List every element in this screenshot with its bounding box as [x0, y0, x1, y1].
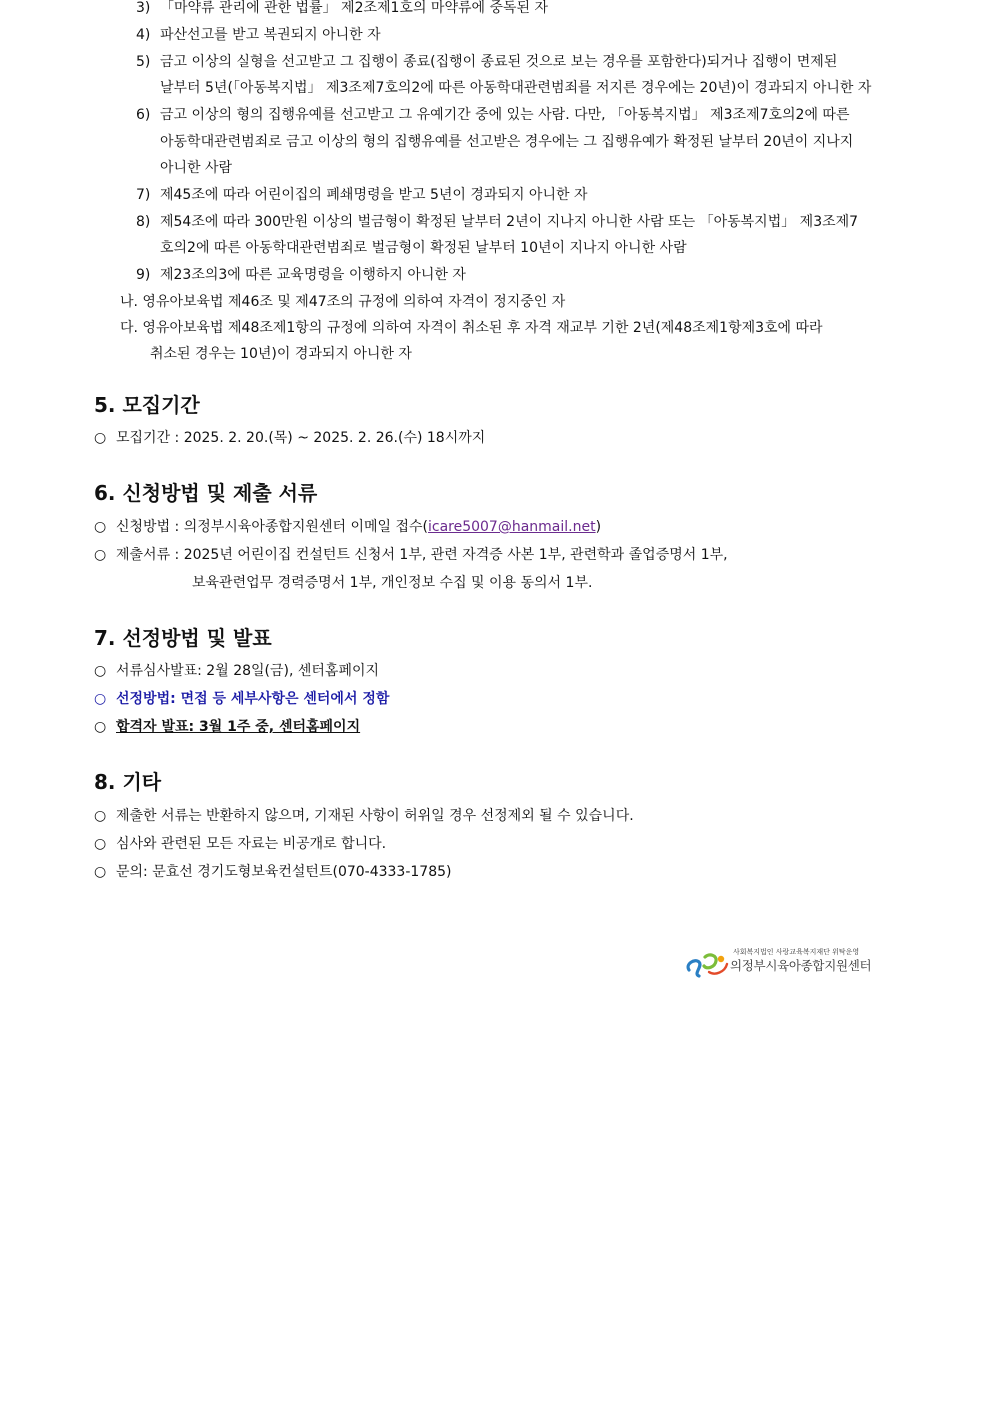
bullet-item: ○ 문의: 문효선 경기도형보육컨설턴트(070-4333-1785)	[94, 864, 452, 880]
bullet-item: ○ 서류심사발표: 2월 28일(금), 센터홈페이지	[94, 663, 380, 679]
section-heading: 5. 모집기간	[94, 393, 200, 417]
bullet-item: ○ 모집기간 : 2025. 2. 20.(목) ~ 2025. 2. 26.(수) 18시까지	[94, 430, 486, 446]
document-page: 3) 「마약류 관리에 관한 법률」 제2조제1호의 마약류에 중독된 자 4) 파산선고를 받고 복권되지 아니한 자 5) 금고 이상의 실형을 선고받고 그 집행이 종료(집행이 종료된 것으로 보는 경우를 포함한다)되거나 집행이 면제된 날부터 5년(「아동복지법」 제3조제7호의2에 따른 아동학대관련범죄를 저지른 경우에는 20년)이 경과되지 아니한 자 6) 금고 이상의 형의 집행유예를 선고받고 그 유예기간 중에 있는 사람. 다만, 「아동복지법」 제3조제7호의2에 따른 아동학대관련범죄로 금고 이상의 형의 집행유예를 선고받은 경우에는 그 집행유예가 확정된 날부터 20년이 지나지 아니한 사람 7) 제45조에 따라 어린이집의 폐쇄명령을 받고 5년이 경과되지 아니한 자 8) 제54조에 따라 300만원 이상의 벌금형이 확정된 날부터 2년이 지나지 아니한 사람 또는 「아동복지법」 제3조제7 호의2에 따른 아동학대관련범죄로 벌금형이 확정된 날부터 10년이 지나지 아니한 사람 9) 제23조의3에 따른 교육명령을 이행하지 아니한 자 나. 영유아보육법 제46조 및 제47조의 규정에 의하여 자격이 정지중인 자 다. 영유아보육법 제48조제1항의 규정에 의하여 자격이 취소된 후 자격 재교부 기한 2년(제48조제1항제3호에 따라 취소된 경우는 10년)이 경과되지 아니한 자 5. 모집기간 ○ 모집기간 : 2025. 2. 20.(목) ~ 2025. 2. 26.(수) 18시까지 6. 신청방법 및 제출 서류 ○ 신청방법 : 의정부시육아종합지원센터 이메일 접수(icare5007@hanmail.net) ○ 제출서류 : 2025년 어린이집 컨설턴트 신청서 1부, 관련 자격증 사본 1부, 관련학과 졸업증명서 1부, 보육관련업무 경력증명서 1부, 개인정보 수집 및 이용 동의서 1부. 7. 선정방법 및 발표 ○ 서류심사발표: 2월 28일(금), 센터홈페이지 ○ 선정방법: 면접 등 세부사항은 센터에서 정함 ○ 합격자 발표: 3월 1주 중, 센터홈페이지 8. 기타 ○ 제출한 서류는 반환하지 않으며, 기재된 사항이 허위일 경우 선정제외 될 수 있습니다. ○ 심사와 관련된 모든 자료는 비공개로 합니다. ○ 문의: 문효선 경기도형보육컨설턴트(070-4333-1785) 사회복지법인 사랑교육복지재단 위탁운영 의정부시육아종합지원센터	[0, 0, 992, 1403]
section-heading: 6. 신청방법 및 제출 서류	[94, 481, 318, 505]
bullet-item-highlight: ○ 합격자 발표: 3월 1주 중, 센터홈페이지	[94, 719, 361, 735]
section-heading: 8. 기타	[94, 770, 162, 794]
section-heading: 7. 선정방법 및 발표	[94, 626, 272, 650]
bullet-item: ○ 제출서류 : 2025년 어린이집 컨설턴트 신청서 1부, 관련 자격증 사본 1부, 관련학과 졸업증명서 1부,	[94, 547, 728, 563]
center-logo-icon	[685, 948, 731, 978]
bullet-item: ○ 신청방법 : 의정부시육아종합지원센터 이메일 접수(icare5007@hanmail.net)	[94, 519, 602, 535]
bullet-item: ○ 심사와 관련된 모든 자료는 비공개로 합니다.	[94, 836, 387, 852]
bullet-item-highlight: ○ 선정방법: 면접 등 세부사항은 센터에서 정함	[94, 691, 390, 707]
email-link[interactable]: icare5007@hanmail.net	[427, 519, 596, 535]
center-logo: 사회복지법인 사랑교육복지재단 위탁운영 의정부시육아종합지원센터	[685, 948, 900, 978]
bullet-item: ○ 제출한 서류는 반환하지 않으며, 기재된 사항이 허위일 경우 선정제외 될 수 있습니다.	[94, 808, 634, 824]
